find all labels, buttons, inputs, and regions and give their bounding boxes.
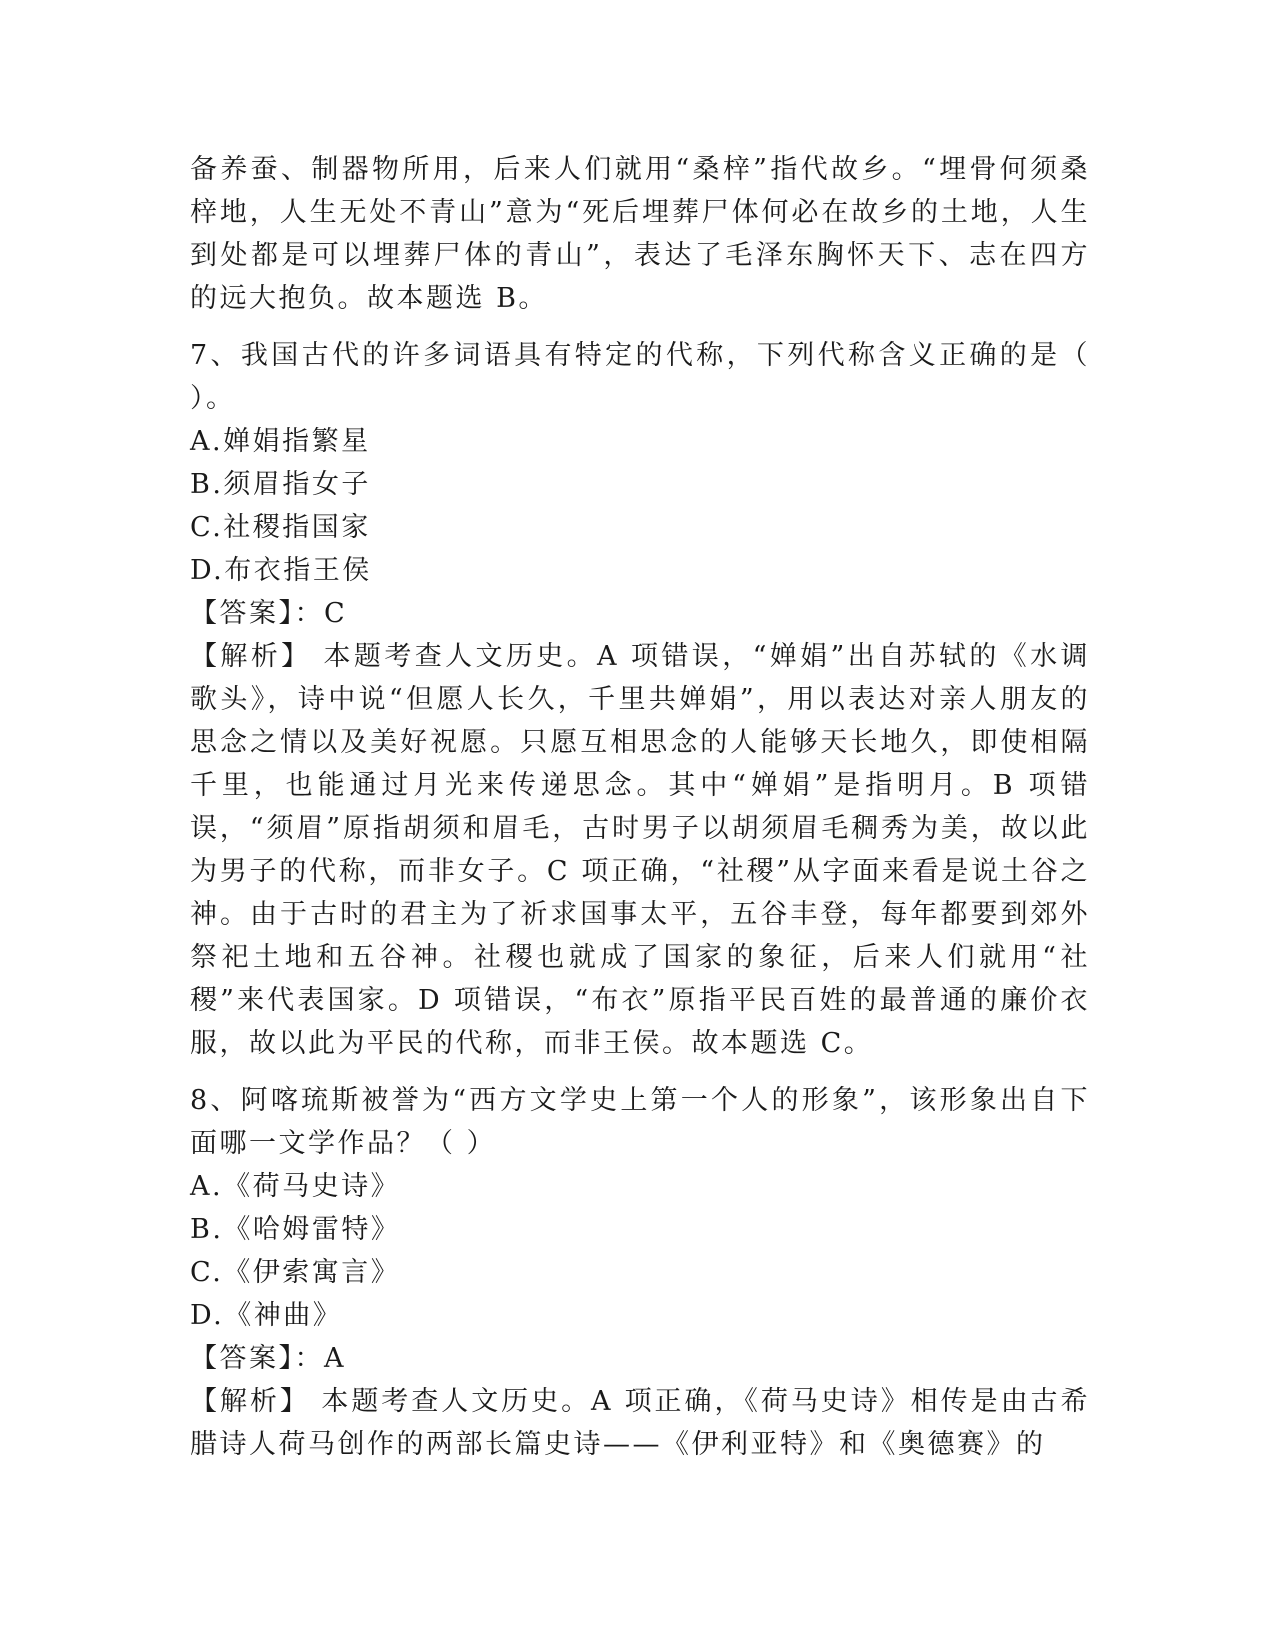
intro-paragraph: 备养蚕、制器物所用，后来人们就用“桑梓”指代故乡。“埋骨何须桑梓地，人生无处不青山”意为“死后埋葬尸体何必在故乡的土地，人生到处都是可以埋葬尸体的青山”，表达了毛泽东胸怀天下、志在四方的远大抱负。故本题选 B。 <box>190 154 1090 314</box>
question-8-option-d: D.《神曲》 <box>190 1300 343 1331</box>
question-7-option-b: B.须眉指女子 <box>190 469 371 500</box>
question-7-option-a: A.婵娟指繁星 <box>190 426 371 457</box>
question-7 <box>190 334 1090 1065</box>
question-8-option-a: A.《荷马史诗》 <box>190 1171 401 1202</box>
question-8-option-b: B.《哈姆雷特》 <box>190 1214 401 1245</box>
question-7-analysis: 【解析】 本题考查人文历史。A 项错误，“婵娟”出自苏轼的《水调歌头》，诗中说“但愿人长久，千里共婵娟”，用以表达对亲人朋友的思念之情以及美好祝愿。只愿互相思念的人能够天长地久，即使相隔千里，也能通过月光来传递思念。其中“婵娟”是指明月。B 项错误，“须眉”原指胡须和眉毛，古时男子以胡须眉毛稠秀为美，故以此为男子的代称，而非女子。C 项正确，“社稷”从字面来看是说土谷之神。由于古时的君主为了祈求国事太平，五谷丰登，每年都要到郊外祭祀土地和五谷神。社稷也就成了国家的象征，后来人们就用“社稷”来代表国家。D 项错误，“布衣”原指平民百姓的最普通的廉价衣服，故以此为平民的代称，而非王侯。故本题选 C。 <box>190 641 1090 1059</box>
spacer <box>190 1065 1090 1079</box>
question-8-option-c: C.《伊索寓言》 <box>190 1257 401 1288</box>
spacer <box>190 320 1090 334</box>
question-7-stem: 7、我国古代的许多词语具有特定的代称，下列代称含义正确的是（ ）。 <box>190 340 1090 414</box>
question-7-option-c: C.社稷指国家 <box>190 512 371 543</box>
question-8-analysis: 【解析】 本题考查人文历史。A 项正确，《荷马史诗》相传是由古希腊诗人荷马创作的两部长篇史诗——《伊利亚特》和《奥德赛》的 <box>190 1386 1090 1460</box>
question-7-answer: 【答案】：C <box>190 598 348 629</box>
document-page <box>190 148 1090 1466</box>
question-8-stem: 8、阿喀琉斯被誉为“西方文学史上第一个人的形象”，该形象出自下面哪一文学作品？（ ） <box>190 1085 1090 1159</box>
question-8-answer: 【答案】：A <box>190 1343 346 1374</box>
question-7-option-d: D.布衣指王侯 <box>190 555 372 586</box>
question-8 <box>190 1079 1090 1466</box>
